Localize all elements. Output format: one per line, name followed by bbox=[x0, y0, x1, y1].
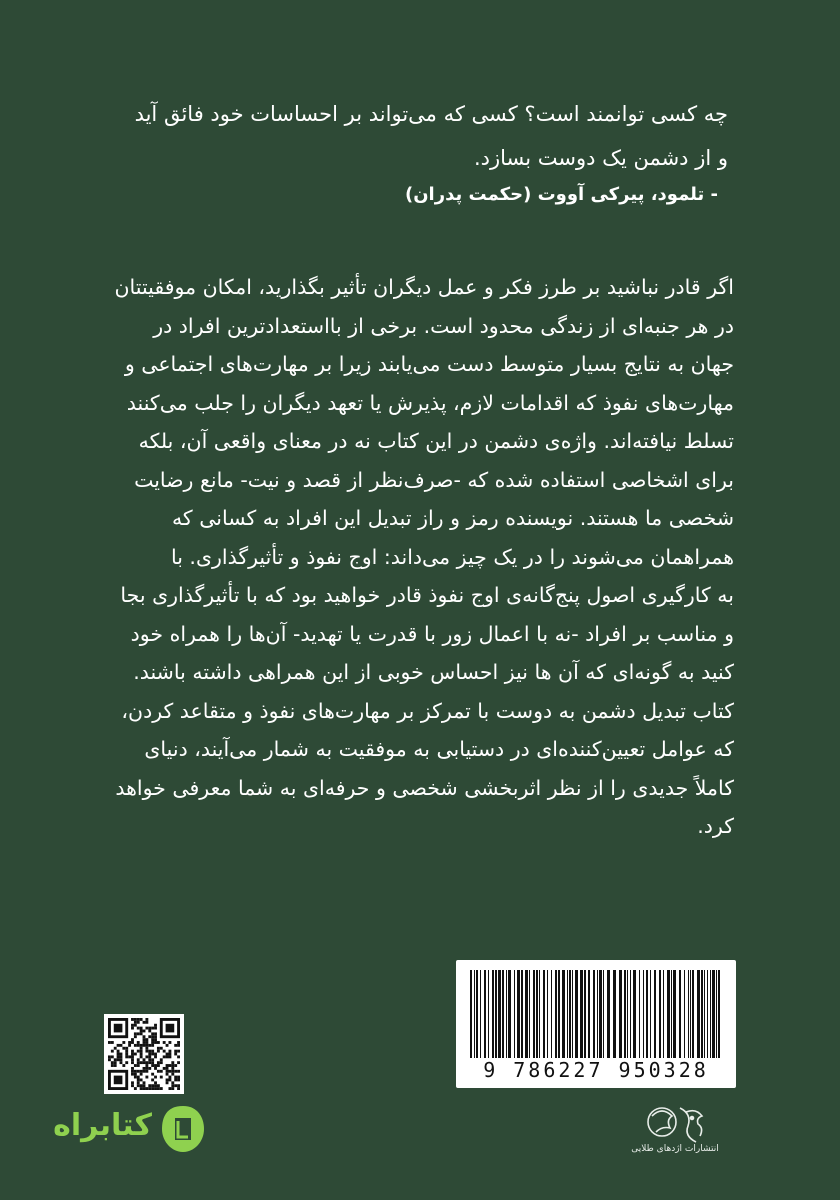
publisher-logo-icon bbox=[630, 1098, 720, 1148]
blurb-line: اگر قادر نباشید بر طرز فکر و عمل دیگران تأثیر بگذارید، امکان موفقیتتان bbox=[114, 275, 734, 299]
quote-attribution: - تلمود، پیرکی آووت (حکمت پدران) bbox=[404, 184, 718, 205]
brand-name: کتابراه bbox=[53, 1108, 152, 1143]
barcode-bars-icon bbox=[470, 970, 722, 1058]
blurb-text bbox=[94, 268, 734, 846]
blurb-line: به کارگیری اصول پنج‌گانه‌ی اوج نفوذ قادر خواهید بود که با تأثیرگذاری بجا bbox=[120, 583, 734, 607]
blurb-line: تسلط نیافته‌اند. واژه‌ی دشمن در این کتاب نه در معنای واقعی آن، بلکه bbox=[138, 429, 734, 453]
publisher-name: انتشارات اژدهای طلایی bbox=[631, 1144, 719, 1154]
blurb-line: و مناسب بر افراد -نه با اعمال زور با قدرت یا تهدید- آن‌ها را همراه خود bbox=[130, 621, 734, 646]
blurb-line: کتاب تبدیل دشمن به دوست با تمرکز بر مهارت‌های نفوذ و متقاعد کردن، bbox=[121, 698, 734, 723]
quote-line: و از دشمن یک دوست بسازد. bbox=[473, 146, 728, 170]
blurb-line: شخصی ما هستند. نویسنده رمز و راز تبدیل این افراد به کسانی که bbox=[171, 506, 734, 530]
qr-code-icon bbox=[108, 1018, 180, 1090]
blurb-line: کنید به گونه‌ای که آن ها نیز احساس خوبی از این همراهی داشته باشند. bbox=[133, 660, 734, 684]
blurb-line: کرد. bbox=[697, 814, 734, 838]
blurb-line: که عوامل تعیین‌کننده‌ای در دستیابی به موفقیت به شمار می‌آیند، دنیای bbox=[144, 737, 734, 761]
blurb-line: در هر جنبه‌ای از زندگی محدود است. برخی از بااستعدادترین افراد در bbox=[153, 313, 734, 338]
blurb-line: برای اشخاصی استفاده شده که -صرف‌نظر از قصد و نیت- مانع رضایت bbox=[134, 467, 734, 492]
ketabrah-logo bbox=[40, 1100, 220, 1160]
book-leaf-icon bbox=[158, 1102, 208, 1156]
blurb-line: مهارت‌های نفوذ که اقدامات لازم، پذیرش یا تعهد دیگران را جلب می‌کنند bbox=[126, 390, 734, 415]
blurb-line: کاملاً جدیدی را از نظر اثربخشی شخصی و حرفه‌ای به شما معرفی خواهد bbox=[115, 775, 734, 800]
epigraph-quote bbox=[120, 92, 728, 180]
isbn-barcode bbox=[456, 960, 736, 1088]
qr-code bbox=[104, 1014, 184, 1094]
isbn-digits: 9 786227 950328 bbox=[483, 1058, 709, 1082]
blurb-line: همراهمان می‌شوند را در یک چیز می‌داند: اوج نفوذ و تأثیرگذاری. با bbox=[170, 544, 734, 569]
blurb-line: جهان به نتایج بسیار متوسط دست می‌یابند زیرا بر مهارت‌های اجتماعی و bbox=[124, 352, 734, 376]
quote-line: چه کسی توانمند است؟ کسی که می‌تواند بر احساسات خود فائق آید bbox=[134, 102, 728, 126]
